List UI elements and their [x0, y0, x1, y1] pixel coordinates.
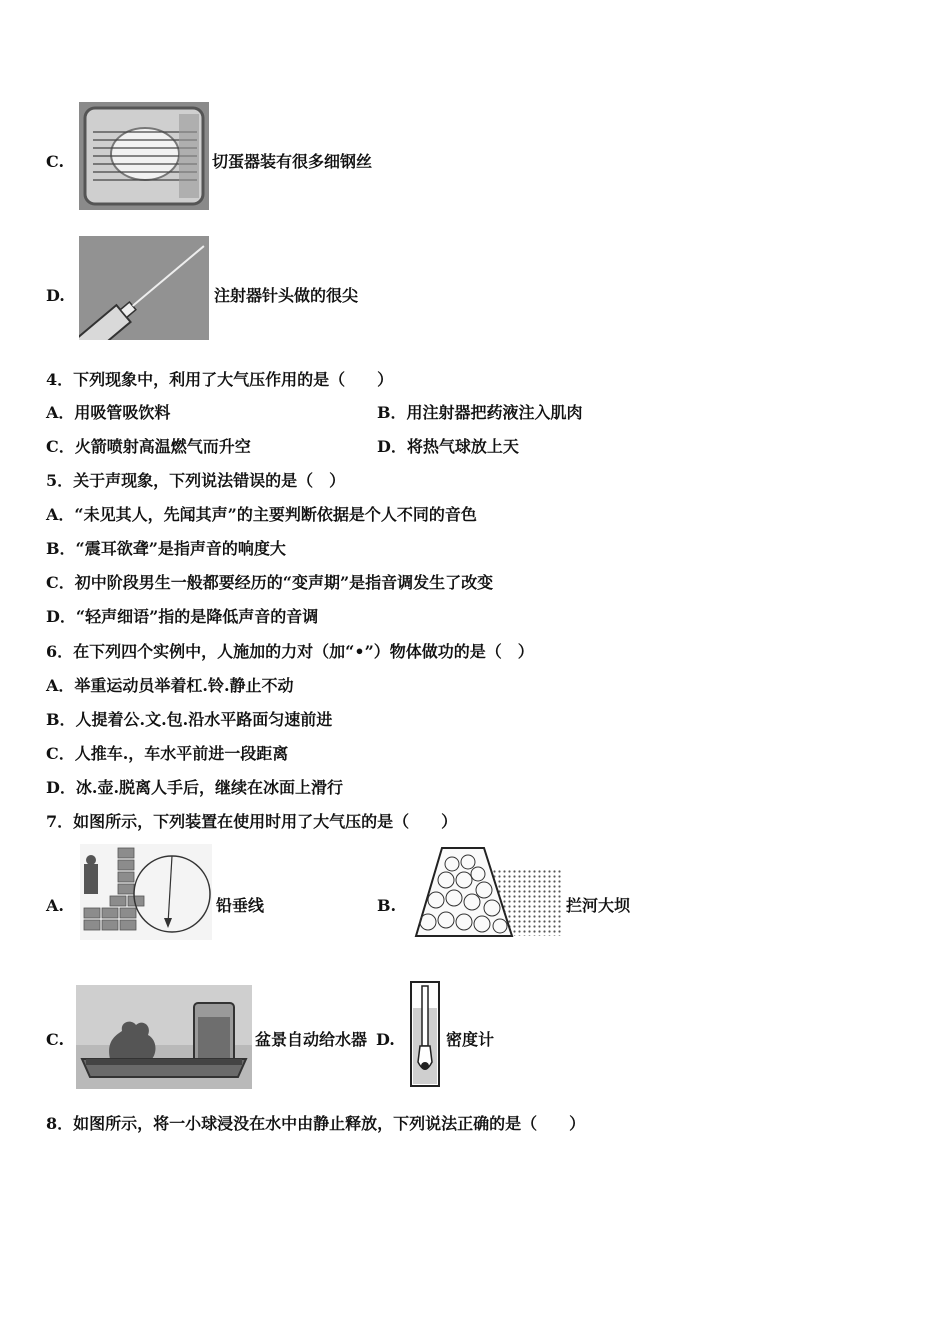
q7-option-c-text: 盆景自动给水器 [255, 1030, 368, 1049]
q4-stem: 4．下列现象中，利用了大气压作用的是（ ） [46, 370, 394, 389]
q4-option-c: C．火箭喷射高温燃气而升空 [46, 437, 251, 456]
q6-option-a: A．举重运动员举着杠.铃.静止不动 [46, 676, 294, 695]
bonsai-waterer-image [76, 985, 252, 1089]
q7-option-b-letter: B. [377, 896, 397, 915]
egg-slicer-image [79, 102, 209, 210]
q5-option-d: D．“轻声细语”指的是降低声音的音调 [46, 607, 319, 626]
q5-stem: 5．关于声现象，下列说法错误的是（ ） [46, 471, 346, 490]
q6-option-c: C．人推车.，车水平前进一段距离 [46, 744, 289, 763]
q7-option-b-text: 拦河大坝 [566, 896, 631, 915]
q7-option-d-letter: D. [376, 1030, 395, 1049]
q7-option-d-text: 密度计 [446, 1030, 495, 1049]
q5-option-c: C．初中阶段男生一般都要经历的“变声期”是指音调发生了改变 [46, 573, 494, 592]
q3-option-c-letter: C. [46, 152, 65, 171]
q6-option-d: D．冰.壶.脱离人手后，继续在冰面上滑行 [46, 778, 344, 797]
plumb-line-image [80, 844, 212, 940]
syringe-image [79, 236, 209, 340]
q3-option-d-text: 注射器针头做的很尖 [214, 286, 359, 305]
q3-option-c-text: 切蛋器装有很多细钢丝 [212, 152, 373, 171]
q3-option-d-letter: D. [46, 286, 65, 305]
q6-stem: 6．在下列四个实例中，人施加的力对（加“•”）物体做功的是（ ） [46, 642, 534, 661]
q7-option-a-text: 铅垂线 [216, 896, 265, 915]
densimeter-image [408, 980, 442, 1088]
q4-option-d: D．将热气球放上天 [377, 437, 519, 456]
q4-option-b: B．用注射器把药液注入肌肉 [377, 403, 583, 422]
q7-option-c-letter: C. [46, 1030, 65, 1049]
q6-option-b: B．人提着公.文.包.沿水平路面匀速前进 [46, 710, 333, 729]
q5-option-b: B．“震耳欲聋”是指声音的响度大 [46, 539, 286, 558]
q7-option-a-letter: A. [46, 896, 64, 915]
q5-option-a: A．“未见其人，先闻其声”的主要判断依据是个人不同的音色 [46, 505, 477, 524]
q7-stem: 7．如图所示，下列装置在使用时用了大气压的是（ ） [46, 812, 458, 831]
q8-stem: 8．如图所示，将一小球浸没在水中由静止释放，下列说法正确的是（ ） [46, 1114, 586, 1133]
dam-image [412, 844, 562, 940]
q4-option-a: A．用吸管吸饮料 [46, 403, 171, 422]
